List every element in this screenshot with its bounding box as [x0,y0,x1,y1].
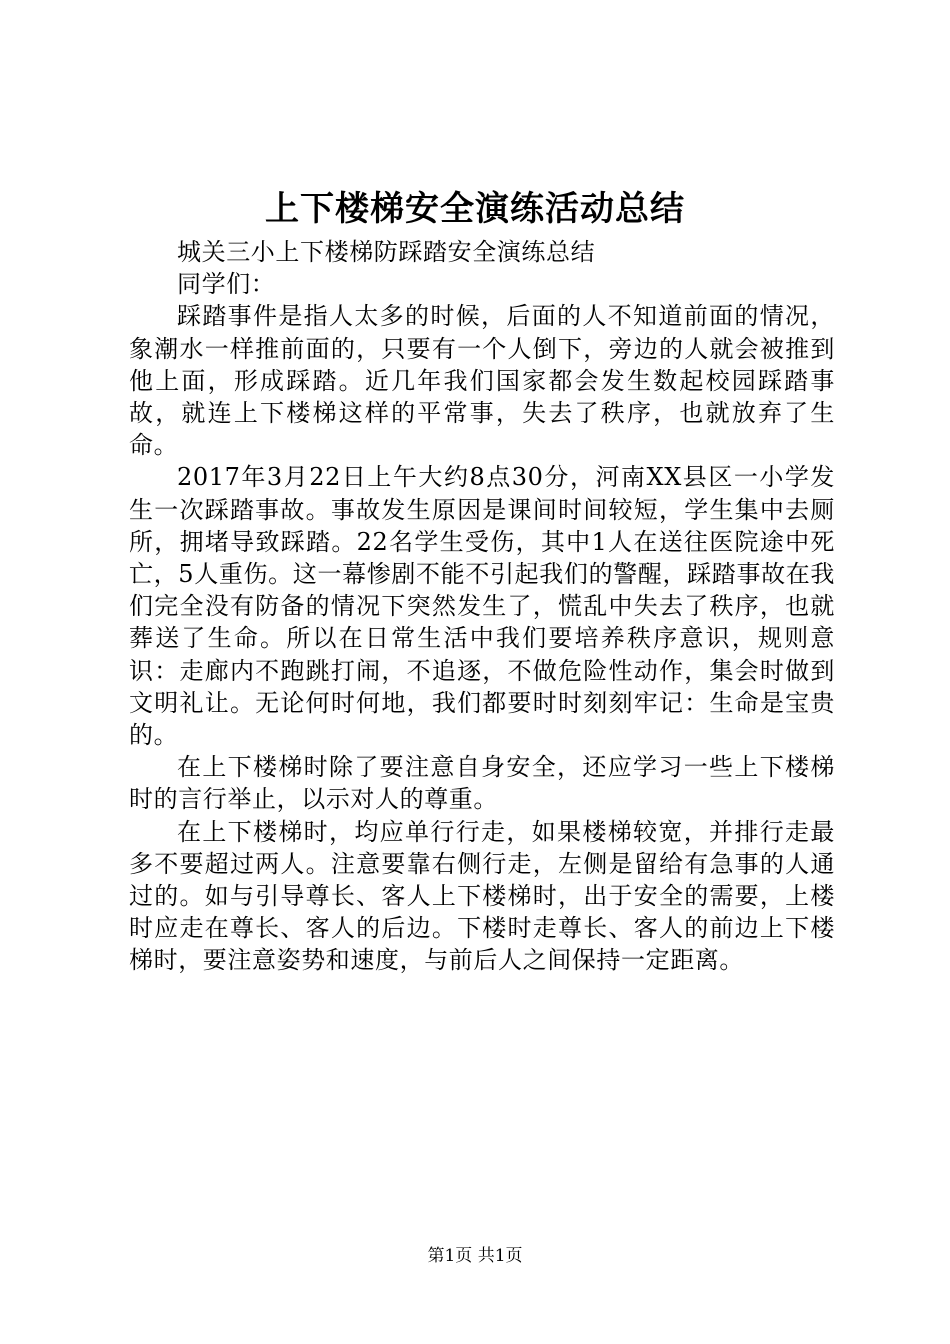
body-paragraph: 在上下楼梯时除了要注意自身安全，还应学习一些上下楼梯时的言行举止，以示对人的尊重。 [129,753,835,814]
document-title: 上下楼梯安全演练活动总结 [265,189,685,229]
body-paragraph: 在上下楼梯时，均应单行行走，如果楼梯较宽，并排行走最多不要超过两人。注意要靠右侧行走，左侧是留给有急事的人通过的。如与引导尊长、客人上下楼梯时，出于安全的需要，上楼时应走在尊长、客人的后边。下楼时走尊长、客人的前边上下楼梯时，要注意姿势和速度，与前后人之间保持一定距离。 [129,817,835,975]
subtitle-paragraph: 城关三小上下楼梯防踩踏安全演练总结 [177,238,596,266]
body-paragraph: 2017年3月22日上午大约8点30分，河南XX县区一小学发生一次踩踏事故。事故发生原因是课间时间较短，学生集中去厕所，拥堵导致踩踏。22名学生受伤，其中1人在送往医院途中死亡，5人重伤。这一幕惨剧不能不引起我们的警醒，踩踏事故在我们完全没有防备的情况下突然发生了，慌乱中失去了秩序，也就葬送了生命。所以在日常生活中我们要培养秩序意识，规则意识：走廊内不跑跳打闹，不追逐，不做危险性动作，集会时做到文明礼让。无论何时何地，我们都要时时刻刻牢记：生命是宝贵的。 [129,463,835,750]
salutation-paragraph: 同学们： [177,270,276,299]
body-paragraph: 踩踏事件是指人太多的时候，后面的人不知道前面的情况，象潮水一样推前面的，只要有一个人倒下，旁边的人就会被推到他上面，形成踩踏。近几年我们国家都会发生数起校园踩踏事故，就连上下楼梯这样的平常事，失去了秩序，也就放弃了生命。 [129,302,835,460]
document-body [129,236,835,977]
page-footer: 第1页 共1页 [427,1246,523,1266]
